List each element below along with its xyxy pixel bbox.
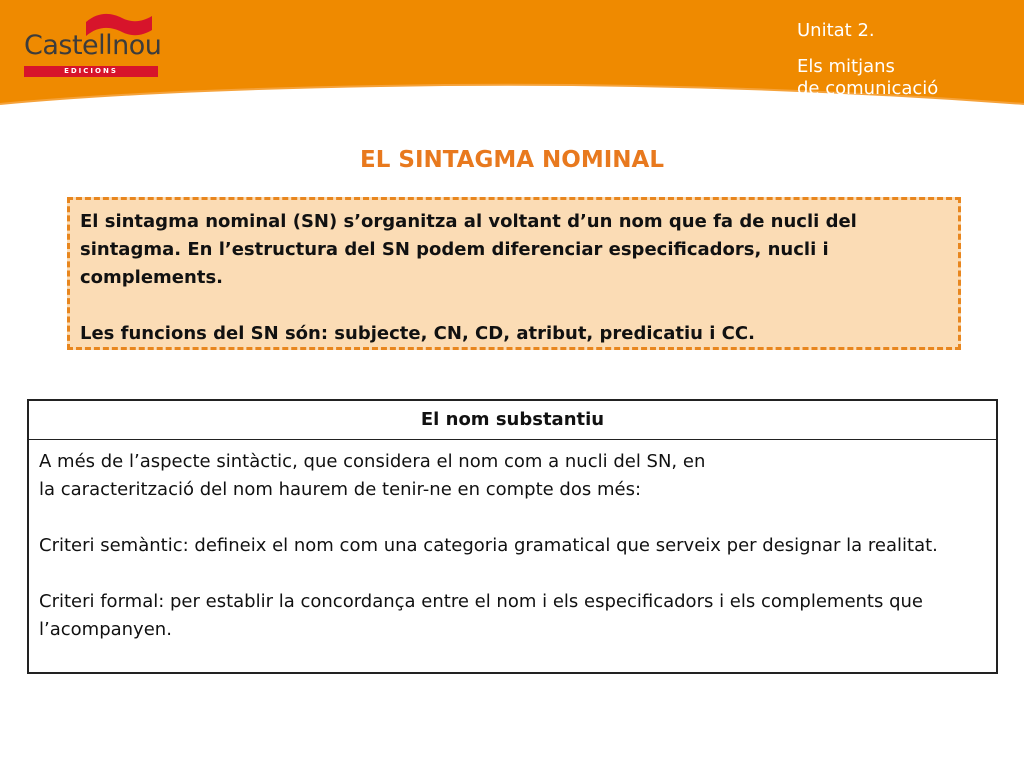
semantic-criterion: Criteri semàntic: defineix el nom com una categoria gramatical que serveix per designar la realitat. — [39, 535, 938, 556]
table-intro-line-1: A més de l’aspecte sintàctic, que considera el nom com a nucli del SN, en — [39, 451, 706, 472]
noun-table — [27, 399, 998, 674]
page-title: EL SINTAGMA NOMINAL — [360, 147, 664, 173]
castellnou-logo — [20, 8, 162, 78]
unit-heading — [797, 20, 1017, 100]
unit-subtitle-line1: Els mitjans — [797, 56, 895, 77]
definition-paragraph-1: El sintagma nominal (SN) s’organitza al voltant d’un nom que fa de nucli del sintagma. En l’estructura del SN podem diferenciar especificadors, nucli i complements. — [80, 211, 857, 288]
table-intro — [39, 448, 986, 504]
definition-paragraph-2: Les funcions del SN són: subjecte, CN, CD, atribut, predicatiu i CC. — [80, 323, 755, 344]
table-header: El nom substantiu — [29, 401, 996, 440]
logo-subtitle: EDICIONS — [64, 67, 118, 75]
unit-subtitle-line2: de comunicació — [797, 78, 939, 99]
unit-subtitle — [797, 56, 1017, 100]
logo-name: Castellnou — [24, 30, 162, 61]
table-body — [29, 440, 996, 652]
table-intro-line-2: la caracterització del nom haurem de tenir-ne en compte dos més: — [39, 479, 642, 500]
formal-criterion: Criteri formal: per establir la concordança entre el nom i els especificadors i els complements que l’acompanyen. — [39, 591, 923, 640]
definition-box — [67, 197, 961, 350]
unit-title: Unitat 2. — [797, 20, 875, 41]
